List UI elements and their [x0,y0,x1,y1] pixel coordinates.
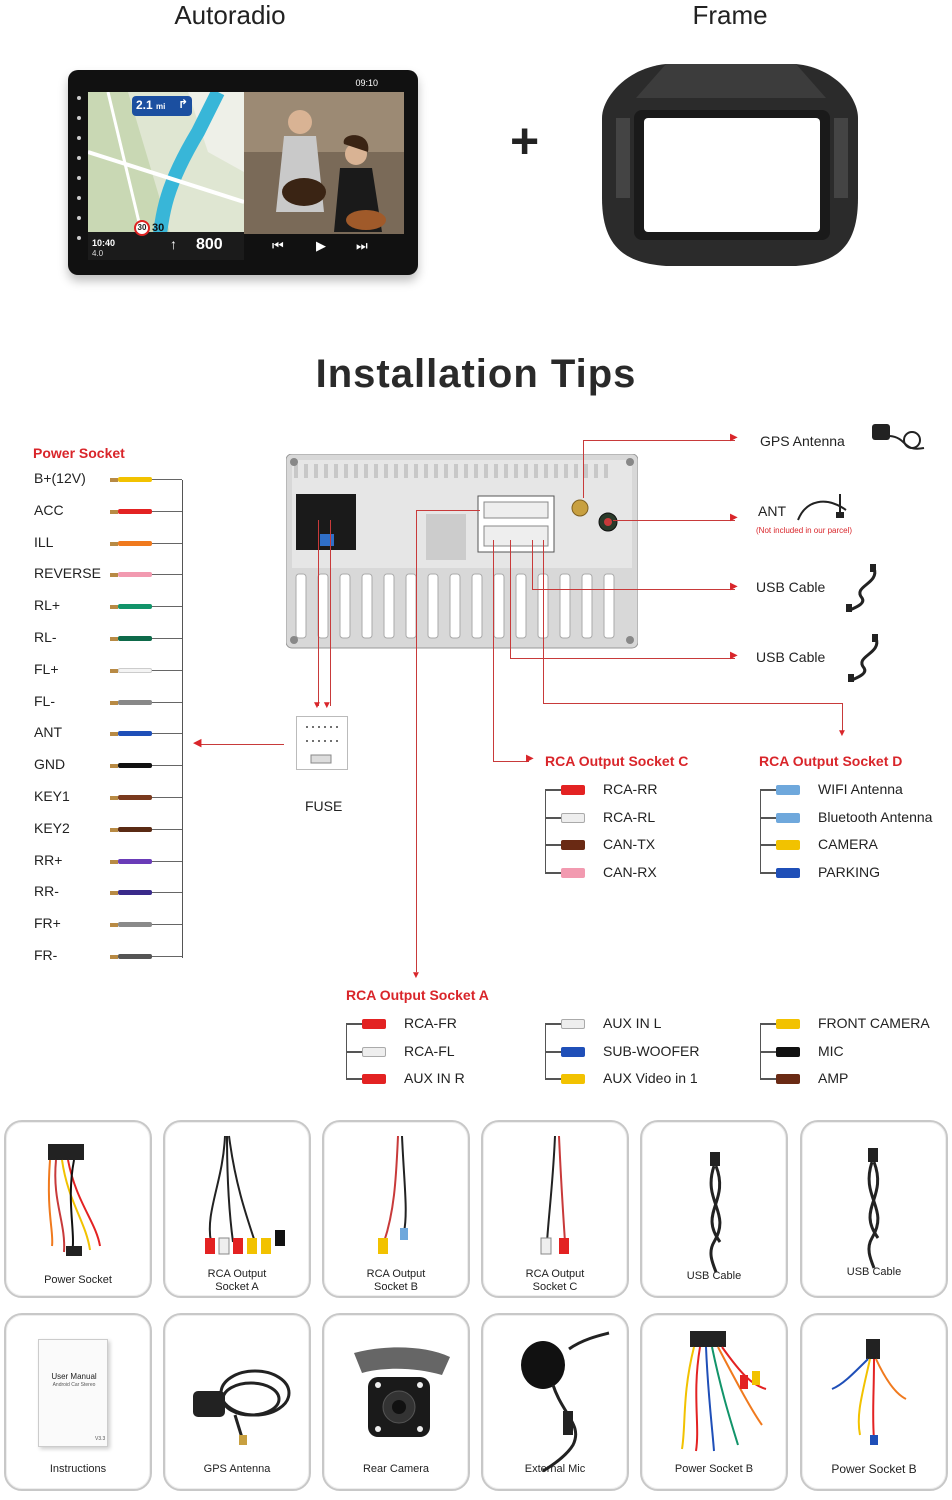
wire-tip [110,923,118,927]
connector-plug [561,785,585,795]
connector-plug [561,1074,585,1084]
speed-limit-sign: 30 [134,220,150,236]
card-caption: Power Socket B [831,1462,917,1476]
power-wire-label: KEY1 [34,788,70,804]
wire-tip [110,764,118,768]
wire-tip [110,478,118,482]
usb-cable-label-1: USB Cable [756,579,826,595]
connector-plug [561,813,585,823]
next-track-icon[interactable]: ⏭ [356,238,368,253]
arrow-fuse: ▼▼ [312,700,332,711]
card-rca-output-b [322,1120,470,1298]
line-usb1-v [532,540,533,590]
connector-label: CAN-TX [603,836,656,852]
power-wire-label: ANT [34,724,62,741]
power-wire-row [0,534,200,554]
status-time: 09:10 [355,78,378,88]
prev-track-icon[interactable]: ⏮ [272,238,284,253]
connector-item [760,809,952,827]
connector-lead [545,872,561,874]
wire-swatch [118,509,152,514]
power-wire-row [0,724,200,744]
arrow-usb1: ▶ [730,581,738,592]
wire-swatch [118,700,152,705]
card-power-socket-b-2 [800,1313,948,1491]
line-fuse-2 [330,520,331,706]
connector-lead [760,789,776,791]
wire-tip [110,669,118,673]
power-wire-label: GND [34,756,66,773]
connector-item [760,781,952,799]
connector-item [545,1015,745,1033]
power-wire-row [0,470,200,490]
power-wire-row [0,597,200,617]
connector-item [760,1070,952,1088]
wire-swatch [118,477,152,482]
connector-label: AMP [818,1070,849,1086]
power-wire-row [0,947,200,967]
connector-label: AUX IN L [603,1015,662,1031]
connector-lead [545,1051,561,1053]
wire-lead [152,479,182,480]
clock: 10:40 [92,238,116,248]
manual-version: V3.3 [95,1436,106,1442]
connector-label: SUB-WOOFER [603,1042,700,1059]
ant-icon [796,490,852,524]
arrow-a: ▼ [411,970,421,981]
manual-subtitle: Android Car Stereo [52,1382,96,1388]
connector-item [545,1043,745,1061]
connector-plug [362,1074,386,1084]
wire-swatch [118,731,152,736]
card-caption: Power Socket B [674,1463,754,1475]
line-c-h [493,761,529,762]
card-caption: Power Socket [44,1274,112,1286]
wire-swatch [118,827,152,832]
current-speed: 30 [152,222,165,234]
video-scene [244,92,404,260]
map-roads [88,92,244,260]
wire-lead [152,829,182,830]
gps-antenna-label: GPS Antenna [760,433,845,449]
card-caption: RCA Output Socket C [525,1268,585,1293]
wire-swatch [118,859,152,864]
card-caption: Instructions [49,1463,107,1475]
manual-title: User Manual [51,1372,97,1381]
power-wire-row [0,502,200,522]
power-arrow-line [198,744,284,745]
connector-lead [760,1023,776,1025]
line-ant-h [613,520,735,521]
socket-c-title: RCA Output Socket C [545,753,689,769]
power-wire-row [0,820,200,840]
wire-lead [152,797,182,798]
connector-lead [346,1051,362,1053]
line-usb2-v [510,540,511,659]
line-a-v [416,510,417,972]
wire-swatch [118,954,152,959]
wire-lead [152,543,182,544]
connector-lead [760,872,776,874]
autoradio-device [68,70,418,275]
navigation-map [88,92,244,260]
turn-distance: 2.1 [136,98,153,112]
next-turn-arrow-icon: ↑ [170,236,177,252]
connector-lead [545,844,561,846]
card-caption: GPS Antenna [203,1463,271,1475]
power-wire-label: FR+ [34,915,61,932]
connector-label: RCA-FR [404,1015,457,1031]
wire-lead [152,924,182,925]
arrow-d: ▼ [837,728,847,739]
connector-plug [776,1019,800,1029]
connector-lead [760,1051,776,1053]
usb-cable-label-2: USB Cable [756,649,826,665]
connector-plug [776,1074,800,1084]
power-bracket [182,480,183,958]
power-wire-row [0,852,200,872]
wire-tip [110,637,118,641]
connector-plug [561,840,585,850]
line-usb1-h [532,589,735,590]
wire-swatch [118,763,152,768]
power-wire-label: RL- [34,629,57,645]
plus-sign: + [510,113,540,169]
status-bar [90,76,412,90]
card-caption: RCA Output Socket B [366,1268,426,1293]
connector-plug [561,1019,585,1029]
line-gps-h [583,440,735,441]
socket-a-col1 [346,1015,536,1095]
play-icon[interactable]: ▶ [316,238,326,253]
connector-lead [346,1023,362,1025]
connector-label: Bluetooth Antenna [818,808,933,825]
arrow-c: ▶ [526,753,534,764]
connector-plug [776,868,800,878]
power-wire-label: RR- [34,883,59,900]
line-a-h [416,510,480,511]
card-rca-output-a [163,1120,311,1298]
wire-lead [152,956,182,957]
head-unit-back-panel [286,454,638,650]
connector-label: RCA-RL [603,808,656,825]
socket-d-title: RCA Output Socket D [759,753,903,769]
power-wire-label: REVERSE [34,565,101,582]
power-wire-label: FL- [34,692,55,709]
line-fuse-1 [318,520,319,706]
card-power-socket-b-1 [640,1313,788,1491]
gps-antenna-icon [868,418,928,458]
wire-tip [110,796,118,800]
wire-lead [152,574,182,575]
power-wire-row [0,915,200,935]
connector-lead [545,1078,561,1080]
connector-label: AUX IN R [404,1070,465,1086]
line-d-down [842,703,843,731]
connector-item [346,1015,546,1033]
connector-item [346,1043,546,1061]
connector-plug [362,1047,386,1057]
connector-item [760,1043,952,1061]
wire-lead [152,861,182,862]
power-socket-list [0,470,200,970]
power-wire-row [0,756,200,776]
wire-swatch [118,541,152,546]
fuse-label: FUSE [305,798,343,814]
card-caption: RCA Output Socket A [207,1268,267,1293]
card-caption: External Mic [524,1463,586,1475]
wire-tip [110,732,118,736]
connector-label: AUX Video in 1 [603,1070,698,1086]
card-usb-cable-1 [640,1120,788,1298]
connector-plug [362,1019,386,1029]
power-wire-label: RR+ [34,851,63,868]
frame-heading: Frame [692,0,768,30]
wire-tip [110,955,118,959]
connector-label: RCA-FL [404,1042,455,1059]
power-wire-row [0,629,200,649]
connector-lead [346,1078,362,1080]
ant-note: (Not included in our parcel) [756,526,853,535]
side-icons [72,88,86,258]
power-wire-label: ACC [34,501,64,518]
arrow-ant: ▶ [730,512,738,523]
turn-arrow-icon: ↱ [177,97,188,111]
power-wire-row [0,565,200,585]
page-title: Installation Tips [315,352,637,396]
next-distance: 800 [196,236,223,253]
power-wire-label: B+(12V) [34,470,86,486]
card-caption: Rear Camera [362,1463,430,1475]
power-wire-label: RL+ [34,597,61,614]
connector-lead [545,1023,561,1025]
line-gps-v [583,440,584,498]
connector-label: PARKING [818,863,880,880]
card-power-socket [4,1120,152,1298]
power-wire-row [0,693,200,713]
connector-item [346,1070,546,1088]
power-wire-label: ILL [34,533,54,550]
card-caption: USB Cable [686,1270,742,1282]
connector-plug [776,785,800,795]
connector-item [545,1070,745,1088]
turn-badge [132,96,192,116]
card-caption: USB Cable [846,1266,902,1278]
connector-lead [760,1078,776,1080]
wire-lead [152,606,182,607]
line-d-v [543,540,544,704]
connector-lead [760,817,776,819]
usb-cable-icon-2 [846,634,882,682]
wire-tip [110,701,118,705]
arrow-usb2: ▶ [730,650,738,661]
wire-tip [110,860,118,864]
connector-plug [561,868,585,878]
connector-item [545,809,745,827]
power-wire-row [0,788,200,808]
connector-item [545,864,745,882]
wire-lead [152,511,182,512]
socket-c-list [545,781,745,891]
wire-lead [152,638,182,639]
connector-item [760,836,952,854]
wire-tip [110,542,118,546]
wire-lead [152,670,182,671]
power-socket-title: Power Socket [33,445,125,461]
power-wire-row [0,661,200,681]
wire-tip [110,573,118,577]
connector-label: MIC [818,1042,844,1059]
wire-lead [152,702,182,703]
connector-item [760,1015,952,1033]
connector-lead [545,789,561,791]
socket-a-col2 [545,1015,745,1095]
power-wire-label: FR- [34,947,58,963]
ant-label: ANT [758,503,786,519]
socket-a-col3 [760,1015,950,1095]
connector-item [760,864,952,882]
wire-swatch [118,572,152,577]
autoradio-heading: Autoradio [174,0,286,30]
usb-cable-icon-1 [844,564,880,612]
line-c-v [493,540,494,762]
wire-lead [152,892,182,893]
connector-lead [545,817,561,819]
connector-plug [776,840,800,850]
wire-swatch [118,604,152,609]
connector-item [545,781,745,799]
wire-swatch [118,795,152,800]
wire-swatch [118,668,152,673]
wire-tip [110,828,118,832]
wire-tip [110,605,118,609]
connector-plug [776,1047,800,1057]
fuse-box [296,716,348,770]
arrow-gps: ▶ [730,432,738,443]
card-gps-antenna [163,1313,311,1491]
frame-image [596,58,864,270]
wire-tip [110,891,118,895]
turn-distance-unit: mi [156,102,166,111]
connector-label: FRONT CAMERA [818,1015,930,1031]
wire-lead [152,765,182,766]
power-wire-label: KEY2 [34,819,70,836]
user-manual-booklet [38,1339,108,1447]
socket-a-title: RCA Output Socket A [346,987,489,1003]
connector-label: CAN-RX [603,863,657,880]
card-rca-output-c [481,1120,629,1298]
card-external-mic [481,1313,629,1491]
wire-swatch [118,922,152,927]
wire-swatch [118,890,152,895]
wire-lead [152,733,182,734]
connector-lead [760,844,776,846]
power-wire-row [0,883,200,903]
sub-value: 4.0 [92,249,104,258]
card-rear-camera [322,1313,470,1491]
card-usb-cable-2 [800,1120,948,1298]
video-panel [244,92,404,260]
connector-item [545,836,745,854]
line-d-h [543,703,843,704]
wire-swatch [118,636,152,641]
connector-plug [776,813,800,823]
connector-label: CAMERA [818,836,878,852]
card-instructions [4,1313,152,1491]
power-wire-label: FL+ [34,660,59,677]
socket-d-list [760,781,950,891]
wire-tip [110,510,118,514]
connector-label: WIFI Antenna [818,781,903,797]
power-arrow-head: ◀ [193,737,202,749]
connector-plug [561,1047,585,1057]
connector-label: RCA-RR [603,781,658,797]
